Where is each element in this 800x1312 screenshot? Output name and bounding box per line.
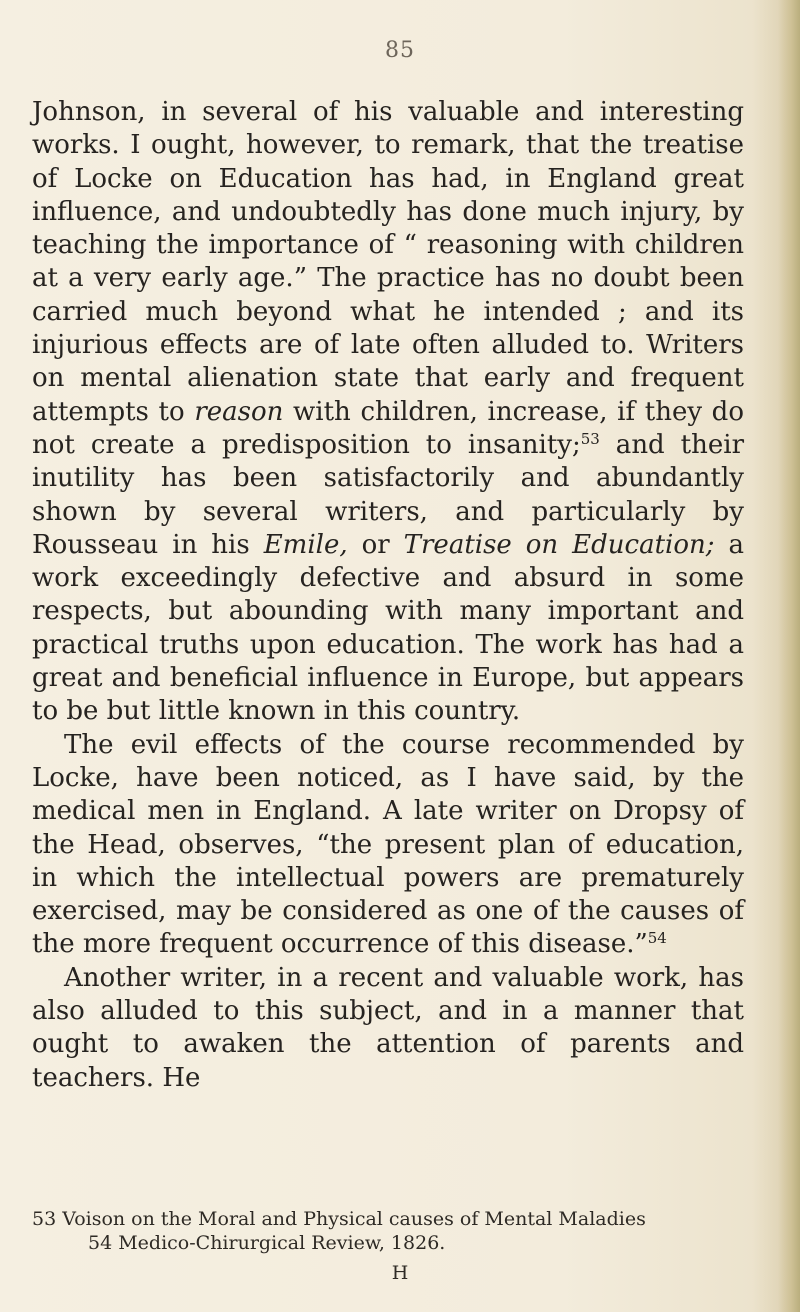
signature-mark: H [391, 1262, 409, 1284]
text-run: with children, increase, if they do not create a predisposition to insanity; [32, 396, 744, 460]
paragraph [32, 962, 744, 1095]
page-edge-shading [778, 0, 800, 1312]
text-run: The evil effects of the course recommended by Locke, have been noticed, as I have said, by the medical men in England. A late writer on Dropsy of the Head, observes, “the present plan of education, in which the intellectual powers are prematurely exercised, may be considered as one of the causes of the more frequent occurrence of this disease.” [32, 729, 744, 960]
footnotes [32, 1207, 772, 1255]
footnote-53: 53 Voison on the Moral and Physical causes of Mental Maladies [32, 1208, 646, 1230]
paragraph [32, 729, 744, 962]
text-run: and their inutility has been satisfactorily and abundantly shown by several writers, and particularly by Rousseau in his [32, 429, 744, 560]
text-run: Johnson, in several of his valuable and interesting works. I ought, however, to remark, that the treatise of Locke on Education has had, in England great influence, and undoubtedly has done much injury, by teaching the importance of “ reasoning with children at a very early age.” The practice has no doubt been carried much beyond what he intended ; and its injurious effects are of late often alluded to. Writers on mental alienation state that early and frequent attempts to [32, 97, 744, 427]
italic-text: Emile, [263, 529, 348, 560]
paragraph [32, 96, 744, 729]
italic-text: Treatise on Education; [403, 529, 715, 560]
footnote-reference: 54 [647, 929, 667, 948]
italic-text: reason [194, 396, 284, 427]
body-text [32, 96, 744, 1095]
text-run: Another writer, in a recent and valuable work, has also alluded to this subject, and in a manner that ought to awaken the attention of parents and teachers. He [32, 962, 744, 1093]
page-number: 85 [385, 38, 415, 63]
text-run: or [347, 529, 404, 560]
footnote-54: 54 Medico-Chirurgical Review, 1826. [88, 1232, 446, 1254]
footnote-reference: 53 [580, 429, 600, 448]
text-run: a work exceedingly defective and absurd in some respects, but abounding with many important and practical truths upon education. The work has had a great and beneficial influence in Europe, but appears to be but little known in this country. [32, 529, 744, 727]
